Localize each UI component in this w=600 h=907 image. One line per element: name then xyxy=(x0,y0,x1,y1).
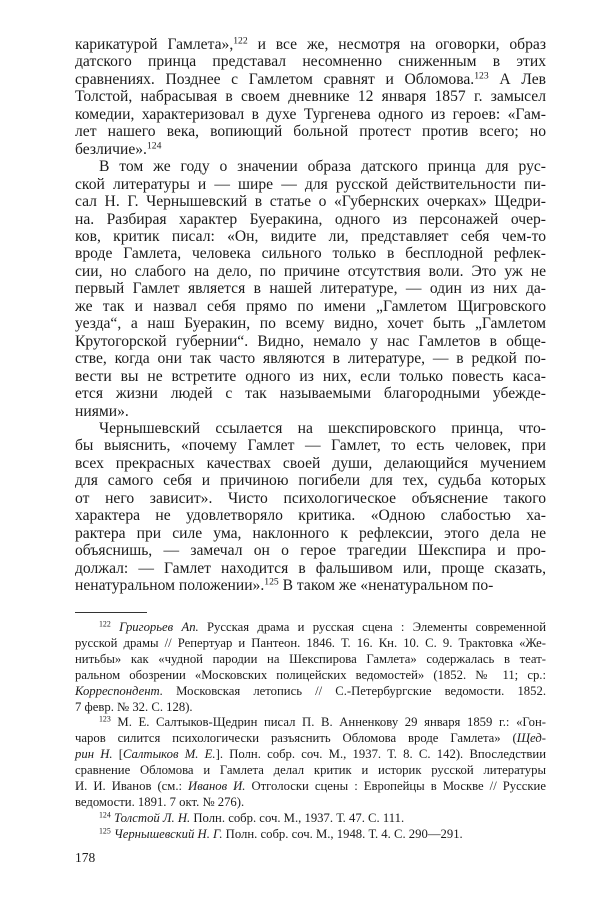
text-run: уезда“, а наш Буеракин, по всему видно, хочет быть „Гамлетом xyxy=(75,315,546,333)
italic-text: Чернышевский Н. Г. xyxy=(113,826,223,841)
body-line xyxy=(75,245,546,262)
footnote-line xyxy=(75,827,546,843)
body-line xyxy=(75,437,546,454)
text-run: ков, критик писал: «Он, видите ли, представляет себя чем-то xyxy=(75,227,546,245)
text-run: Крутогорской губернии“. Видно, немало у нас Гамлетов в обще- xyxy=(75,332,546,350)
italic-text: рин Н. xyxy=(75,747,113,762)
text-run: вроде Гамлета, человека сильного только в бесплодной рефлек- xyxy=(75,245,546,263)
body-line xyxy=(75,420,546,437)
body-text xyxy=(75,36,546,595)
text-run: ниями». xyxy=(75,402,129,420)
footnote-paragraph xyxy=(75,620,546,715)
footnote-reference: 123 xyxy=(99,715,111,725)
footnote-line xyxy=(75,620,546,636)
text-run: характера не удовлетворяло критика. «Одною слабостью ха- xyxy=(75,507,546,525)
body-line xyxy=(75,176,546,193)
text-run: сравнение Обломова и Гамлета делал критик и историк русской литературы xyxy=(75,763,546,778)
text-run: чаров силится психологически разъяснить Обломова вроде Гамлета» ( xyxy=(75,731,517,746)
text-run: Полн. собр. соч. М., 1937. Т. 47. С. 111. xyxy=(190,810,405,825)
footnote-line xyxy=(75,747,546,763)
footnote-reference: 125 xyxy=(99,826,111,836)
italic-text: Корреспондент. xyxy=(75,683,164,698)
footnote-reference: 122 xyxy=(233,35,248,47)
text-run: ]. Полн. собр. соч. М., 1937. Т. 8. С. 142). Впоследствии xyxy=(215,747,546,762)
text-run: ется жизни людей с так называемыми благородными убежде- xyxy=(75,385,546,403)
body-line xyxy=(75,53,546,70)
body-line xyxy=(75,542,546,559)
text-run: стве, когда они так часто являются в литературе, — в редкой по- xyxy=(75,350,546,368)
text-run: всех прекрасных качествах своей души, делающийся мучением xyxy=(75,454,546,472)
body-paragraph xyxy=(75,420,546,595)
text-run: и все же, несмотря на оговорки, образ xyxy=(247,36,546,53)
text-run: на. Разбирая характер Буеракина, одного из персонажей очер- xyxy=(75,210,546,228)
text-run: сравнениях. Позднее с Гамлетом сравнят и Обломова. xyxy=(75,70,475,88)
text-run: же так и назвал себя прямо по имени „Гамлетом Щигровского xyxy=(75,297,546,315)
text-run: лет нашего века, вопиющий больной протест против всего; но xyxy=(75,123,546,141)
text-run: сии, но слабого на дело, по причине отсутствия воли. Это уж не xyxy=(75,262,546,280)
body-line xyxy=(75,525,546,542)
body-line xyxy=(75,106,546,123)
text-run: Чернышевский ссылается на шекспировского принца, что- xyxy=(99,419,546,437)
italic-text: Иванов И. xyxy=(188,779,246,794)
footnote-reference: 125 xyxy=(264,576,279,588)
text-run: Московская летопись // С.-Петербургские ведомости. 1852. xyxy=(163,683,546,698)
footnote-paragraph xyxy=(75,715,546,810)
text-run: вести вы не встретите одного из них, если только повесть каса- xyxy=(75,367,546,385)
body-line xyxy=(75,211,546,228)
footnotes xyxy=(75,620,546,843)
footnote-line xyxy=(75,763,546,779)
body-line xyxy=(75,158,546,175)
body-line xyxy=(75,507,546,524)
text-run: [ xyxy=(112,747,123,762)
body-line xyxy=(75,368,546,385)
body-line xyxy=(75,385,546,402)
text-run: А Лев xyxy=(488,70,546,88)
footnote-reference: 124 xyxy=(146,140,162,152)
text-run: 7 февр. № 32. С. 128). xyxy=(75,699,193,714)
body-line xyxy=(75,280,546,297)
body-line xyxy=(75,490,546,507)
footnote-paragraph xyxy=(75,827,546,843)
footnote-line xyxy=(75,668,546,684)
body-line xyxy=(75,455,546,472)
text-run: карикатурой Гамлета», xyxy=(75,36,234,53)
footnote-paragraph xyxy=(75,811,546,827)
body-line xyxy=(75,333,546,350)
body-line xyxy=(75,228,546,245)
body-line xyxy=(75,350,546,367)
footnote-line xyxy=(75,811,546,827)
text-run: В таком же «ненатуральном по- xyxy=(278,577,494,595)
body-line xyxy=(75,71,546,88)
text-run: ненатуральном положении». xyxy=(75,577,265,595)
text-run: комедии, характеризовал в духе Тургенева одного из героев: «Гам- xyxy=(75,105,546,123)
footnote-divider xyxy=(75,612,147,613)
body-paragraph xyxy=(75,36,546,158)
italic-text: Щед- xyxy=(516,731,546,746)
footnote-line xyxy=(75,795,546,811)
body-line xyxy=(75,472,546,489)
body-line xyxy=(75,298,546,315)
text-run: Полн. собр. соч. М., 1948. Т. 4. С. 290—291. xyxy=(222,826,463,841)
footnote-reference: 123 xyxy=(474,70,489,82)
text-run: должал: — Гамлет находится в фальшивом или, проще сказать, xyxy=(75,559,546,577)
text-run: ральном обозрении «Московских полицейских ведомостей» (1852. № 11; ср.: xyxy=(75,667,546,682)
footnote-reference: 124 xyxy=(99,810,111,820)
body-line xyxy=(75,123,546,140)
footnote-line xyxy=(75,684,546,700)
italic-text: Григорьев Ап. xyxy=(119,620,199,634)
body-paragraph xyxy=(75,158,546,420)
text-run: Русская драма и русская сцена : Элементы современной xyxy=(198,620,547,634)
text-run: Отголоски сцены : Европейцы в Москве // Русские xyxy=(245,779,546,794)
body-line xyxy=(75,36,546,53)
text-run: объяснишь, — замечал он о герое трагедии Шекспира и про- xyxy=(75,542,546,560)
body-line xyxy=(75,560,546,577)
body-line xyxy=(75,88,546,105)
footnote-line xyxy=(75,731,546,747)
text-run: нитьбы» как «чудной пародии на Шекспирова Гамлета» содержалась в теат- xyxy=(75,651,546,666)
body-line xyxy=(75,263,546,280)
text-run: ской литературы и — шире — для русской действительности пи- xyxy=(75,175,546,193)
text-run: И. И. Иванов (см.: xyxy=(75,779,189,794)
text-run: В том же году о значении образа датского принца для рус- xyxy=(99,158,546,176)
footnote-line xyxy=(75,715,546,731)
body-line xyxy=(75,315,546,332)
text-run: рактера при силе ума, наклонного к рефлексии, этого дела не xyxy=(75,524,546,542)
italic-text: Толстой Л. Н. xyxy=(113,810,191,825)
text-run: безличие». xyxy=(75,140,147,158)
text-run: русской драмы // Репертуар и Пантеон. 1846. Т. 16. Кн. 10. С. 9. Трактовка «Же- xyxy=(75,635,546,650)
text-run: для самого себя и причиною погибели для тех, судьба которых xyxy=(75,472,546,490)
text-run: сал Н. Г. Чернышевский в статье о «Губернских очерках» Щедри- xyxy=(75,193,546,211)
text-run xyxy=(111,620,119,634)
footnote-line xyxy=(75,636,546,652)
page-number: 178 xyxy=(75,850,96,865)
body-line xyxy=(75,141,546,158)
body-line xyxy=(75,577,546,594)
footnote-line xyxy=(75,652,546,668)
footnote-line xyxy=(75,700,546,716)
text-run: бы выяснить, «почему Гамлет — Гамлет, то есть человек, при xyxy=(75,437,546,455)
text-run: ведомости. 1891. 7 окт. № 276). xyxy=(75,794,245,809)
footnote-line xyxy=(75,779,546,795)
text-run: Толстой, набрасывая в своем дневнике 12 января 1857 г. замысел xyxy=(75,88,546,106)
text-run: первый Гамлет является в нашей литературе, — один из них да- xyxy=(75,280,546,298)
body-line xyxy=(75,403,546,420)
text-run: от него зависит». Чисто психологическое объяснение такого xyxy=(75,489,546,507)
italic-text: Салтыков М. Е. xyxy=(123,747,216,762)
body-line xyxy=(75,193,546,210)
text-run: М. Е. Салтыков-Щедрин писал П. В. Анненкову 29 января 1859 г.: «Гон- xyxy=(110,715,546,730)
footnote-reference: 122 xyxy=(99,619,111,629)
text-run: датского принца представал несомненно сниженным в этих xyxy=(75,53,546,71)
